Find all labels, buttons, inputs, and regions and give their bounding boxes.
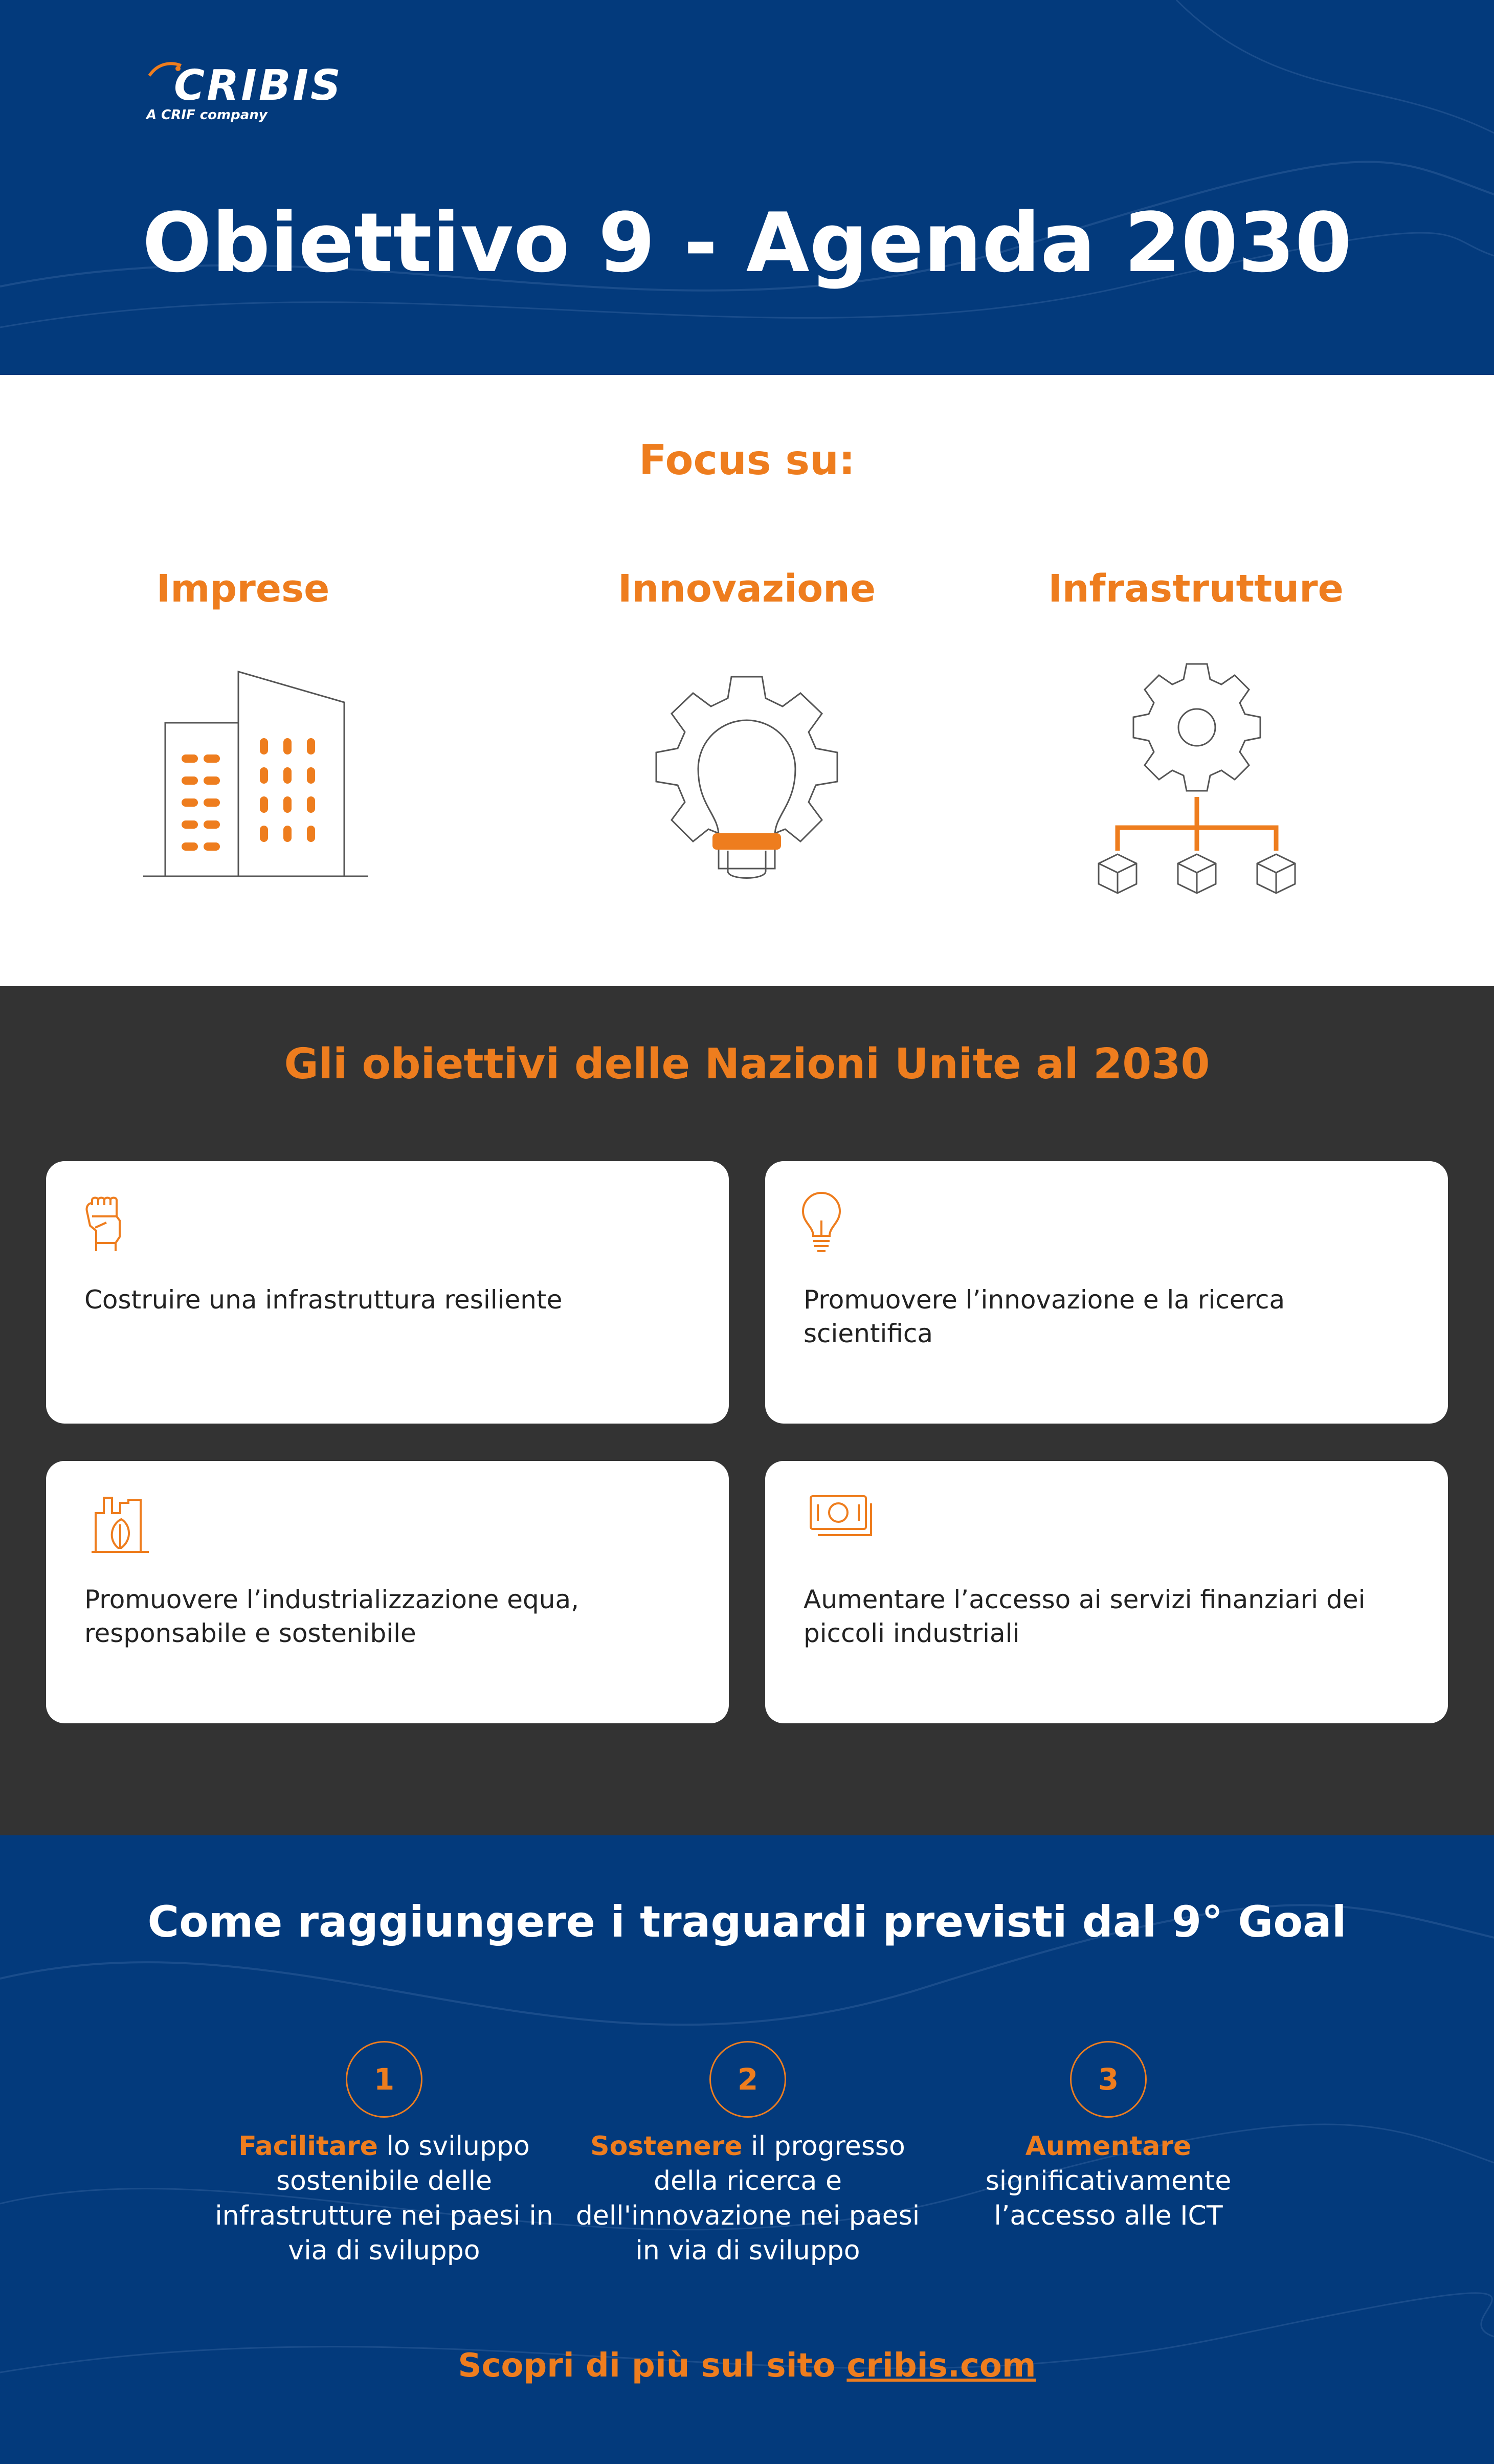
gear-lightbulb-icon xyxy=(647,667,846,886)
goal-card-text: Promuovere l’industrializzazione equa, responsabile e sostenibile xyxy=(84,1585,579,1648)
goal-card-infrastructure xyxy=(46,1161,729,1424)
steps-title: Come raggiungere i traguardi previsti dal 9° Goal xyxy=(147,1897,1347,1947)
goal-card-text: Aumentare l’accesso ai servizi finanziari dei piccoli industriali xyxy=(804,1585,1366,1648)
page-title: Obiettivo 9 - Agenda 2030 xyxy=(142,195,1352,291)
fist-icon xyxy=(81,1196,132,1252)
cta-prefix: Scopri di più sul sito xyxy=(458,2347,847,2385)
focus-label-imprese: Imprese xyxy=(156,567,330,611)
goal-card-industrialization xyxy=(46,1461,729,1723)
lightbulb-icon xyxy=(796,1191,847,1257)
cribis-website-link[interactable]: cribis.com xyxy=(846,2347,1036,2385)
goal-card-text: Promuovere l’innovazione e la ricerca scientifica xyxy=(804,1285,1285,1348)
focus-label-innovazione: Innovazione xyxy=(617,567,876,611)
goals-section xyxy=(0,986,1494,1835)
goal-card-text: Costruire una infrastruttura resiliente xyxy=(84,1285,563,1315)
focus-title: Focus su: xyxy=(639,436,855,484)
logo-wordmark: CRIBIS xyxy=(174,61,343,110)
step-text-1 xyxy=(200,2129,568,2268)
step-body: significativamente l’accesso alle ICT xyxy=(985,2166,1232,2231)
header-section xyxy=(0,0,1494,375)
step-body: lo sviluppo sostenibile delle infrastrutture nei paesi in via di sviluppo xyxy=(215,2131,553,2266)
green-industry-icon xyxy=(90,1493,151,1554)
step-highlight: Facilitare xyxy=(238,2131,378,2162)
buildings-icon xyxy=(138,667,373,892)
step-number-1: 1 xyxy=(346,2041,422,2118)
cribis-logo[interactable] xyxy=(142,56,347,128)
banknotes-icon xyxy=(809,1494,875,1545)
steps-section xyxy=(0,1835,1494,2464)
goal-card-innovation xyxy=(765,1161,1448,1424)
focus-label-infrastrutture: Infrastrutture xyxy=(1048,567,1344,611)
step-number-2: 2 xyxy=(709,2041,786,2118)
step-highlight: Sostenere xyxy=(590,2131,743,2162)
logo-tagline: A CRIF company xyxy=(146,107,267,123)
step-number-3: 3 xyxy=(1070,2041,1147,2118)
step-text-3 xyxy=(924,2129,1292,2233)
focus-section xyxy=(0,375,1494,986)
cta-text xyxy=(0,2347,1494,2385)
goals-title: Gli obiettivi delle Nazioni Unite al 2030 xyxy=(284,1040,1210,1089)
goal-card-finance xyxy=(765,1461,1448,1723)
step-body: il progresso della ricerca e dell'innovazione nei paesi in via di sviluppo xyxy=(575,2131,920,2266)
gear-network-icon xyxy=(1089,659,1304,894)
step-text-2 xyxy=(564,2129,932,2268)
step-highlight: Aumentare xyxy=(1025,2131,1192,2162)
